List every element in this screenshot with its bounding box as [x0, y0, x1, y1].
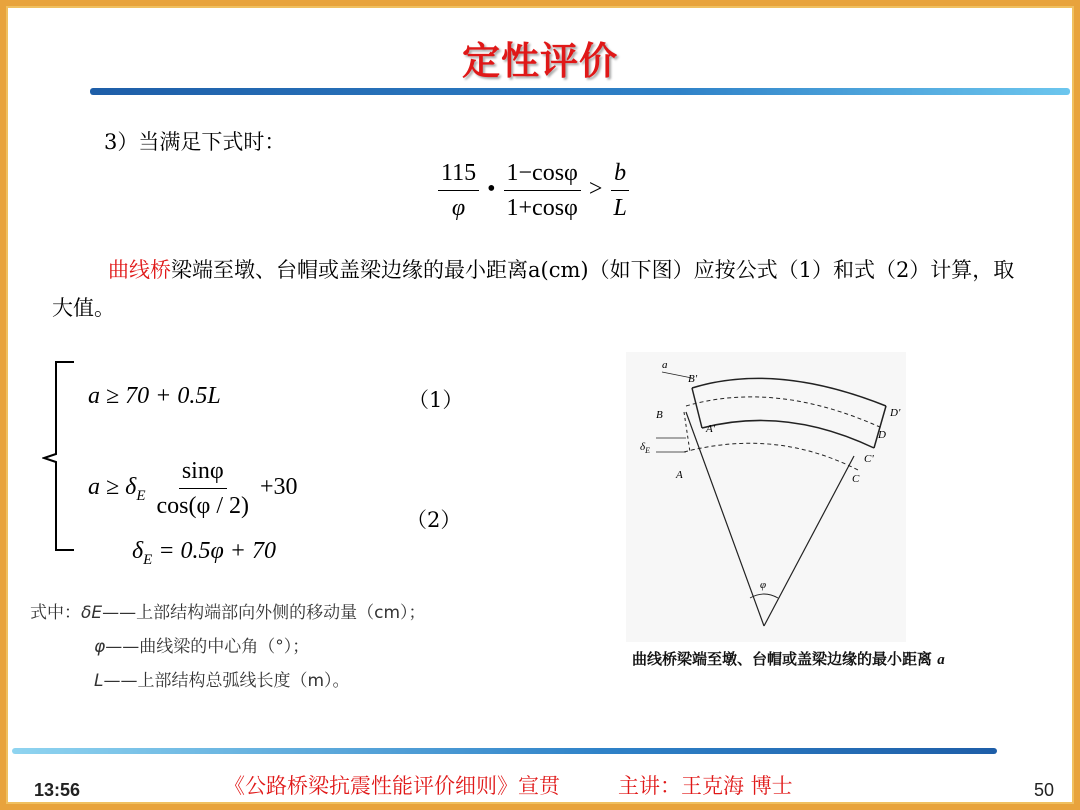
- where-lead: 式中：: [30, 603, 81, 623]
- formula-2-suffix: +30: [260, 474, 298, 501]
- fraction-115-phi: [438, 158, 479, 223]
- where-line-3: [94, 666, 350, 691]
- highlight-curved-bridge: 曲线桥: [108, 258, 171, 282]
- formula-2: [88, 456, 298, 521]
- page-number: 50: [1034, 780, 1055, 800]
- description-text: 梁端至墩、台帽或盖梁边缘的最小距离a(cm)（如下图）应按公式（1）和式（2）计算，取大值。: [52, 258, 1015, 320]
- curved-bridge-diagram: [626, 352, 906, 642]
- fraction-denominator: 1+cosφ: [506, 195, 578, 221]
- formula-3: [132, 538, 276, 569]
- formula-1: a ≥ 70 + 0.5L: [88, 383, 221, 409]
- where-line-2: [94, 632, 309, 657]
- figure-label-C: C: [852, 473, 860, 485]
- formula-3-subscript: E: [143, 552, 153, 568]
- curved-bridge-figure: [626, 352, 906, 642]
- formula-brace: [42, 358, 78, 554]
- figure-label-C-prime: C': [864, 453, 874, 465]
- footer-divider-bar: [12, 748, 997, 754]
- fraction-numerator: 1−cosφ: [504, 158, 581, 191]
- figure-label-delta: $\delta_E$: [640, 441, 651, 455]
- fraction-numerator: b: [611, 158, 629, 191]
- description-paragraph: [52, 251, 1032, 327]
- figure-label-B: B: [656, 409, 663, 421]
- figure-caption-var: a: [937, 652, 945, 668]
- formula-3-prefix: δ: [132, 538, 144, 564]
- where-symbol: δE: [81, 603, 103, 623]
- slide: [6, 6, 1074, 804]
- where-text: ——上部结构端部向外侧的移动量（cm）；: [102, 603, 426, 623]
- footer-course: [224, 770, 793, 800]
- formula-2-prefix: a ≥ δ: [88, 474, 137, 501]
- fraction-cos: [504, 158, 581, 223]
- condition-label: 3）当满足下式时：: [104, 130, 286, 154]
- fraction-numerator: sinφ: [179, 456, 227, 489]
- course-title: 《公路桥梁抗震性能评价细则》宣贯: [224, 774, 560, 798]
- figure-label-a: a: [662, 359, 668, 371]
- where-text: ——曲线梁的中心角（°）；: [105, 637, 310, 657]
- greater-than: >: [588, 176, 603, 203]
- formula-2-fraction: [154, 456, 253, 521]
- formula-2-label: （2）: [406, 508, 462, 532]
- condition-inequality: [436, 158, 632, 223]
- where-symbol: φ: [94, 637, 106, 657]
- figure-label-phi: φ: [760, 579, 767, 591]
- formula-1-label: （1）: [408, 388, 464, 412]
- fraction-b-L: [610, 158, 629, 223]
- figure-caption: [632, 648, 945, 669]
- fraction-denominator: L: [613, 195, 627, 221]
- figure-label-A: A: [676, 469, 683, 481]
- fraction-denominator: cos(φ / 2): [156, 493, 249, 519]
- title-divider-bar: [90, 88, 1070, 95]
- footer-time: 13:56: [34, 780, 81, 800]
- formula-2-subscript: E: [136, 488, 146, 505]
- figure-label-D-prime: D': [890, 407, 901, 419]
- formula-3-rest: = 0.5φ + 70: [152, 538, 276, 564]
- where-symbol: L: [94, 671, 104, 691]
- where-line-1: [30, 598, 426, 623]
- dot-operator: •: [487, 176, 496, 203]
- figure-label-A-prime: A': [706, 423, 716, 435]
- fraction-numerator: 115: [438, 158, 479, 191]
- figure-label-D: D: [878, 429, 886, 441]
- figure-label-B-prime: B': [688, 373, 698, 385]
- fraction-denominator: φ: [451, 195, 466, 221]
- slide-title: 定性评价: [461, 39, 618, 83]
- where-text: ——上部结构总弧线长度（m）。: [103, 671, 350, 691]
- figure-caption-text: 曲线桥梁端至墩、台帽或盖梁边缘的最小距离: [632, 650, 933, 668]
- lecturer: 主讲：王克海 博士: [618, 774, 793, 798]
